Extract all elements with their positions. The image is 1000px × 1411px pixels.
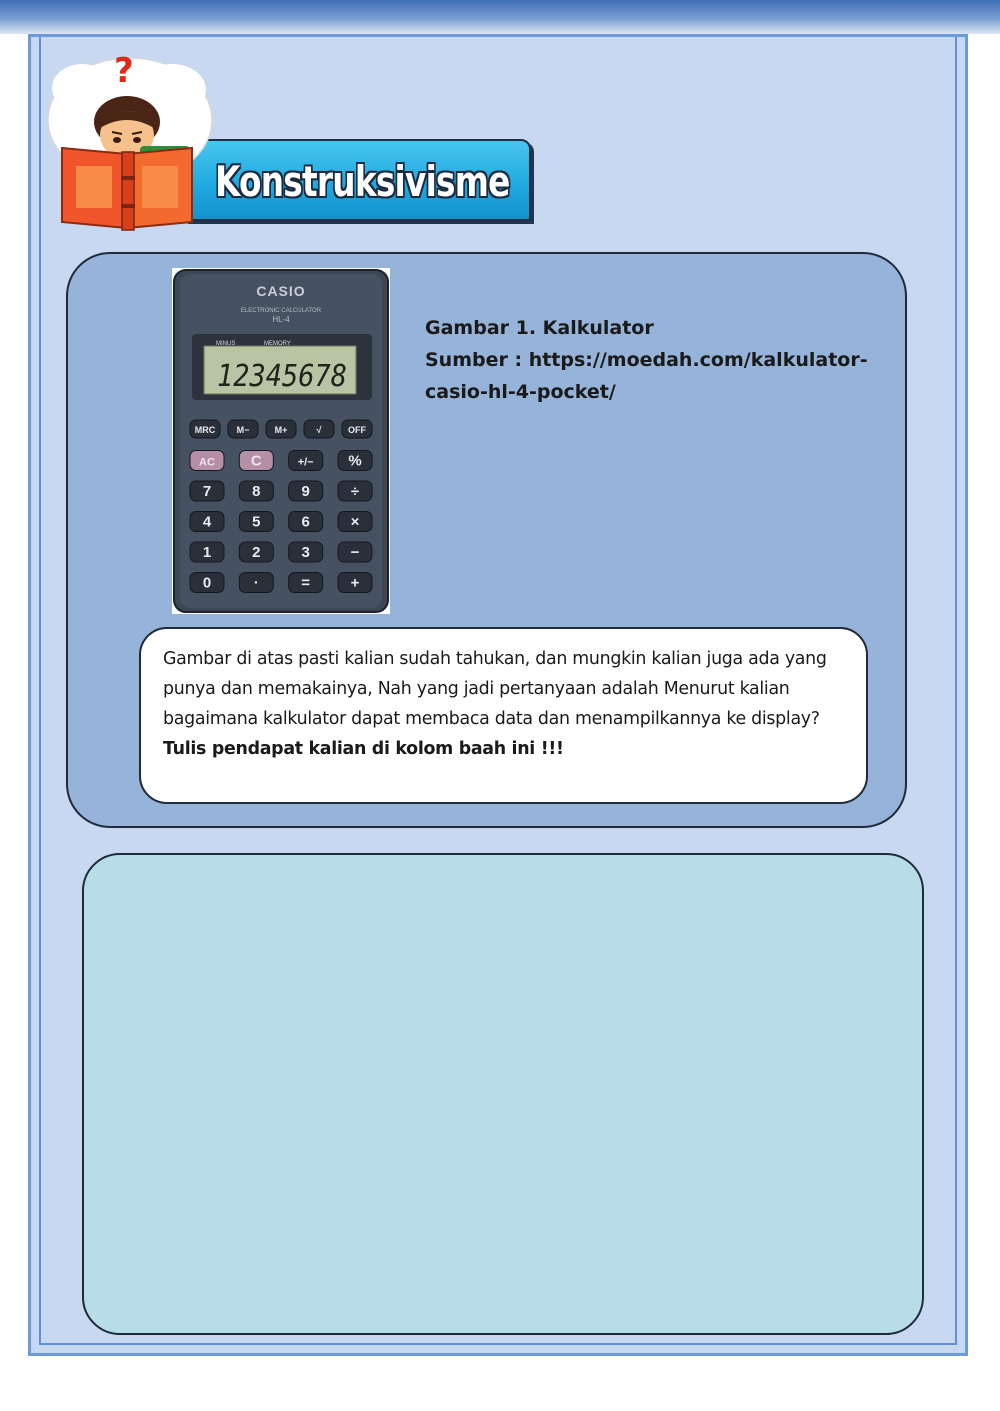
calculator-key-label: M+	[274, 425, 288, 435]
question-box	[139, 627, 868, 804]
calculator-key-label: 2	[252, 544, 261, 561]
display-label-memory: MEMORY	[264, 341, 291, 347]
section-title: Konstruksivisme	[215, 157, 510, 206]
calculator-key-1-0	[190, 451, 224, 471]
calculator-key-label: −	[350, 544, 360, 561]
calculator-key-label: +/−	[297, 456, 314, 469]
calculator-key-4-3	[338, 542, 372, 562]
caption-source-line2: casio-hl-4-pocket/	[425, 381, 616, 403]
display-value: 12345678	[217, 359, 347, 394]
question-mark-icon: ?	[114, 51, 134, 91]
calculator-key-label: =	[301, 574, 311, 592]
calculator-key-label: 0	[202, 574, 212, 592]
calculator-key-label: 1	[202, 544, 212, 561]
calculator-model-line2: HL-4	[272, 315, 290, 324]
calculator-key-0-2	[266, 420, 296, 438]
calculator-key-5-3	[338, 573, 372, 593]
calculator-photo	[172, 268, 390, 614]
calculator-key-label: 5	[252, 513, 261, 531]
calculator-key-label: 6	[301, 513, 310, 531]
calculator-model-line1: ELECTRONIC CALCULATOR	[240, 308, 322, 314]
calculator-key-label: 9	[301, 483, 310, 500]
calculator-key-3-1	[239, 512, 273, 532]
calculator-key-4-0	[190, 542, 224, 562]
calculator-key-3-0	[190, 512, 224, 532]
calculator-key-1-1	[239, 451, 273, 471]
calculator-key-label: OFF	[348, 425, 366, 435]
figure-caption	[425, 312, 868, 408]
calculator-key-label: +	[350, 574, 360, 592]
calculator-key-label: √	[316, 425, 322, 435]
calculator-key-1-2	[289, 451, 323, 471]
top-header-band	[0, 0, 1000, 34]
question-text-line2: punya dan memakainya, Nah yang jadi pertanyaan adalah Menurut kalian	[163, 679, 790, 699]
caption-source-line1: Sumber : https://moedah.com/kalkulator-	[425, 349, 868, 371]
calculator-key-3-3	[338, 512, 372, 532]
calculator-key-label: %	[348, 452, 362, 470]
calculator-key-label: C	[250, 452, 262, 470]
calculator-key-label: ×	[350, 513, 360, 531]
calculator-key-5-0	[190, 573, 224, 593]
display-label-minus: MINUS	[216, 341, 236, 347]
calculator-key-3-2	[289, 512, 323, 532]
calculator-key-label: AC	[199, 456, 215, 469]
calculator-key-label: 4	[202, 513, 212, 531]
calculator-key-2-0	[190, 481, 224, 501]
calculator-key-4-2	[289, 542, 323, 562]
question-text-line1: Gambar di atas pasti kalian sudah tahukan, dan mungkin kalian juga ada yang	[163, 649, 827, 669]
calculator-key-label: 7	[202, 483, 212, 500]
calculator-key-label: M−	[236, 425, 250, 435]
calculator-key-label: ÷	[350, 483, 360, 500]
open-book-icon	[62, 148, 192, 230]
calculator-key-label: ·	[253, 574, 259, 592]
calculator-key-4-1	[239, 542, 273, 562]
calculator-key-2-2	[289, 481, 323, 501]
question-instruction: Tulis pendapat kalian di kolom baah ini !!!	[163, 739, 564, 759]
calculator-key-0-1	[228, 420, 258, 438]
calculator-key-2-3	[338, 481, 372, 501]
calculator-key-label: 3	[301, 544, 310, 561]
calculator-key-5-2	[289, 573, 323, 593]
calculator-key-2-1	[239, 481, 273, 501]
question-text-line3: bagaimana kalkulator dapat membaca data dan menampilkannya ke display?	[163, 709, 820, 729]
calculator-key-5-1	[239, 573, 273, 593]
calculator-key-1-3	[338, 451, 372, 471]
calculator-key-0-3	[304, 420, 334, 438]
answer-textarea[interactable]	[82, 853, 924, 1335]
caption-title: Gambar 1. Kalkulator	[425, 317, 654, 339]
calculator-key-0-0	[190, 420, 220, 438]
calculator-key-0-4	[342, 420, 372, 438]
calculator-key-label: 8	[252, 483, 261, 500]
calculator-key-label: MRC	[194, 425, 216, 435]
calculator-brand: CASIO	[256, 283, 306, 299]
reading-student-illustration	[42, 50, 217, 235]
